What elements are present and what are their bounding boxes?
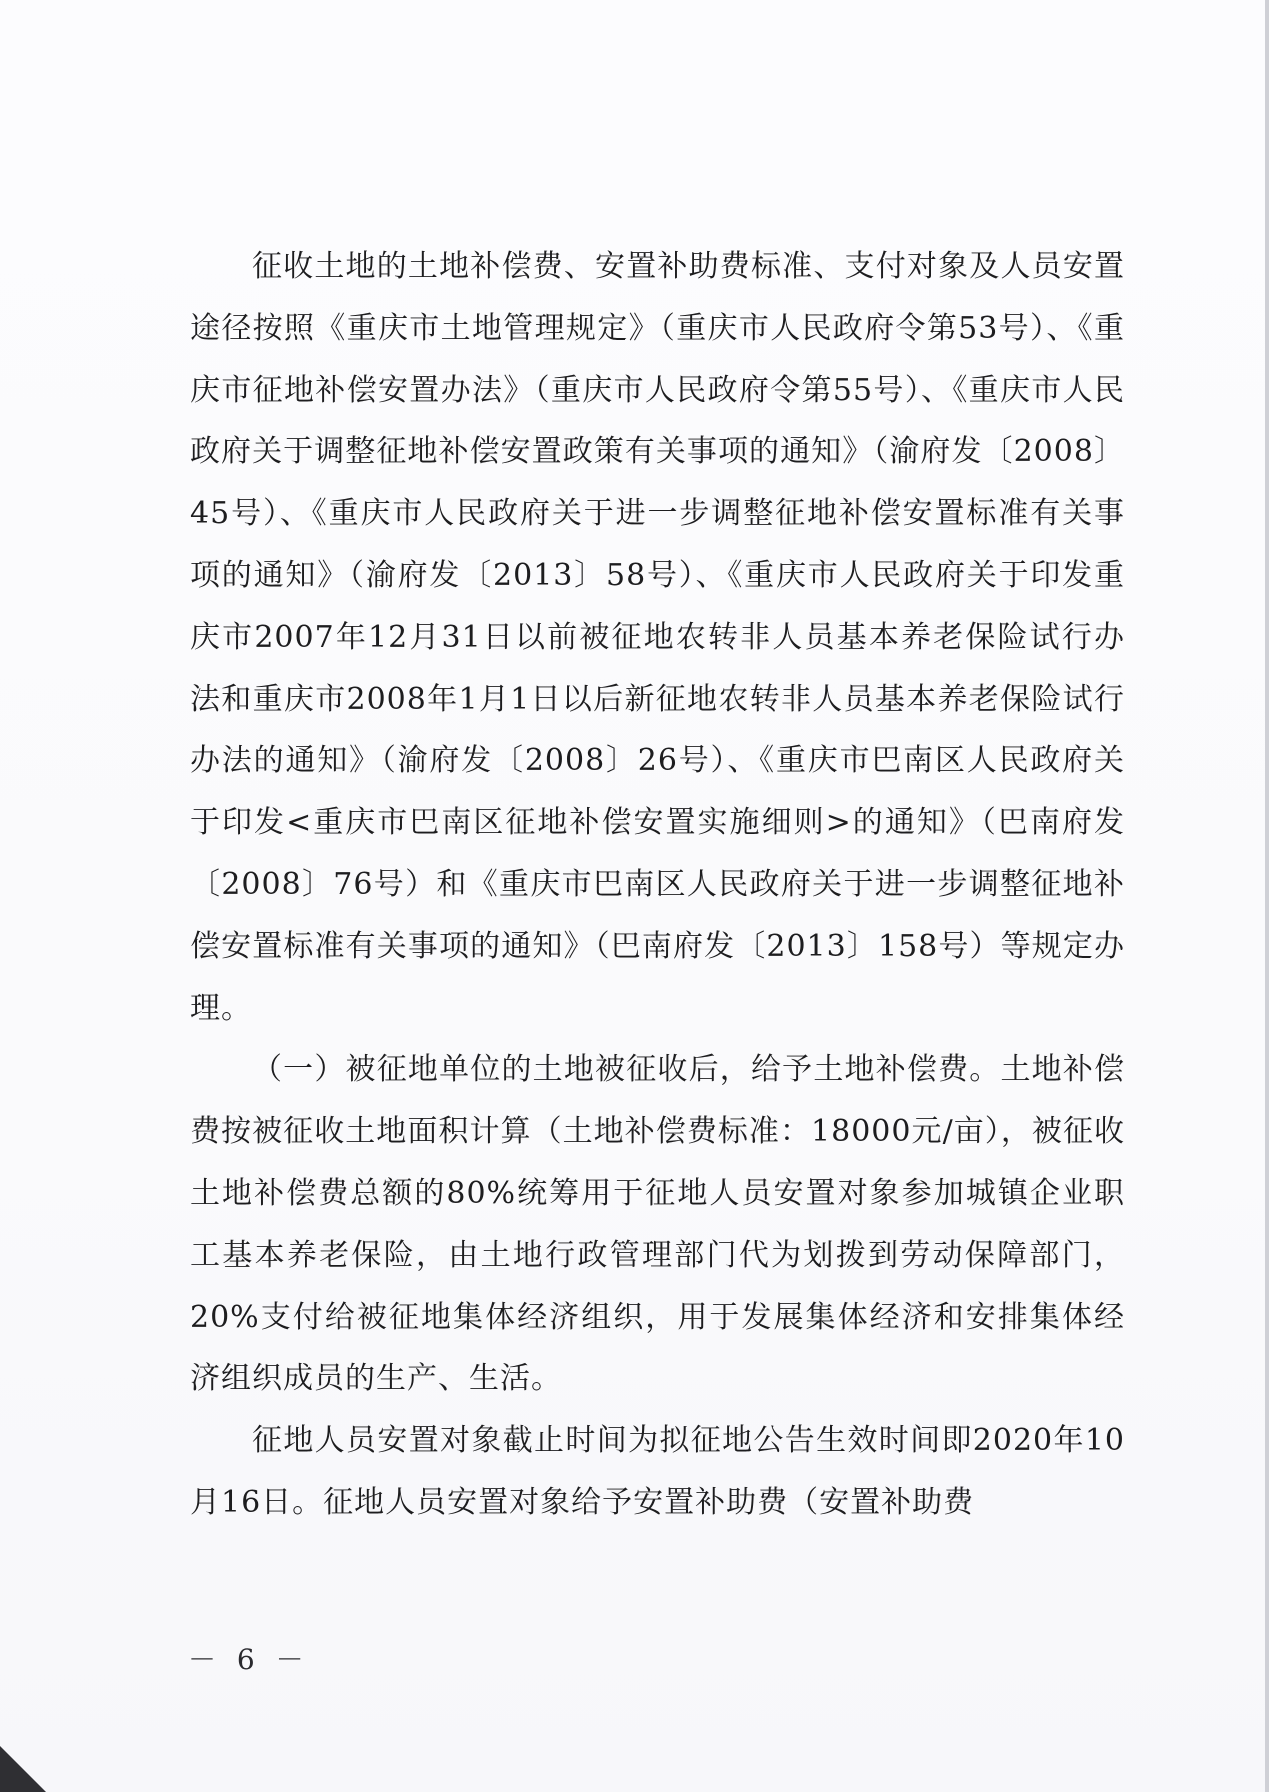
- page-number: － 6 －: [188, 1643, 310, 1676]
- document-body: [190, 236, 1125, 1534]
- paragraph-compensation-basis: 征收土地的土地补偿费、安置补助费标准、支付对象及人员安置途径按照《重庆市土地管理规定》（重庆市人民政府令第53号）、《重庆市征地补偿安置办法》（重庆市人民政府令第55号）、《重庆市人民政府关于调整征地补偿安置政策有关事项的通知》（渝府发〔2008〕45号）、《重庆市人民政府关于进一步调整征地补偿安置标准有关事项的通知》（渝府发〔2013〕58号）、《重庆市人民政府关于印发重庆市2007年12月31日以前被征地农转非人员基本养老保险试行办法和重庆市2008年1月1日以后新征地农转非人员基本养老保险试行办法的通知》（渝府发〔2008〕26号）、《重庆市巴南区人民政府关于印发<重庆市巴南区征地补偿安置实施细则>的通知》（巴南府发〔2008〕76号）和《重庆市巴南区人民政府关于进一步调整征地补偿安置标准有关事项的通知》（巴南府发〔2013〕158号）等规定办理。: [190, 249, 1125, 1026]
- paragraph-resettlement-cutoff: 征地人员安置对象截止时间为拟征地公告生效时间即2020年10月16日。征地人员安置对象给予安置补助费（安置补助费: [190, 1423, 1125, 1520]
- paragraph-land-compensation: （一）被征地单位的土地被征收后，给予土地补偿费。土地补偿费按被征收土地面积计算（土地补偿费标准：18000元/亩），被征收土地补偿费总额的80%统筹用于征地人员安置对象参加城镇企业职工基本养老保险，由土地行政管理部门代为划拨到劳动保障部门，20%支付给被征地集体经济组织，用于发展集体经济和安排集体经济组织成员的生产、生活。: [190, 1052, 1125, 1397]
- scan-edge-right: [1265, 0, 1269, 1792]
- scan-corner-bottom-left: [0, 1746, 46, 1792]
